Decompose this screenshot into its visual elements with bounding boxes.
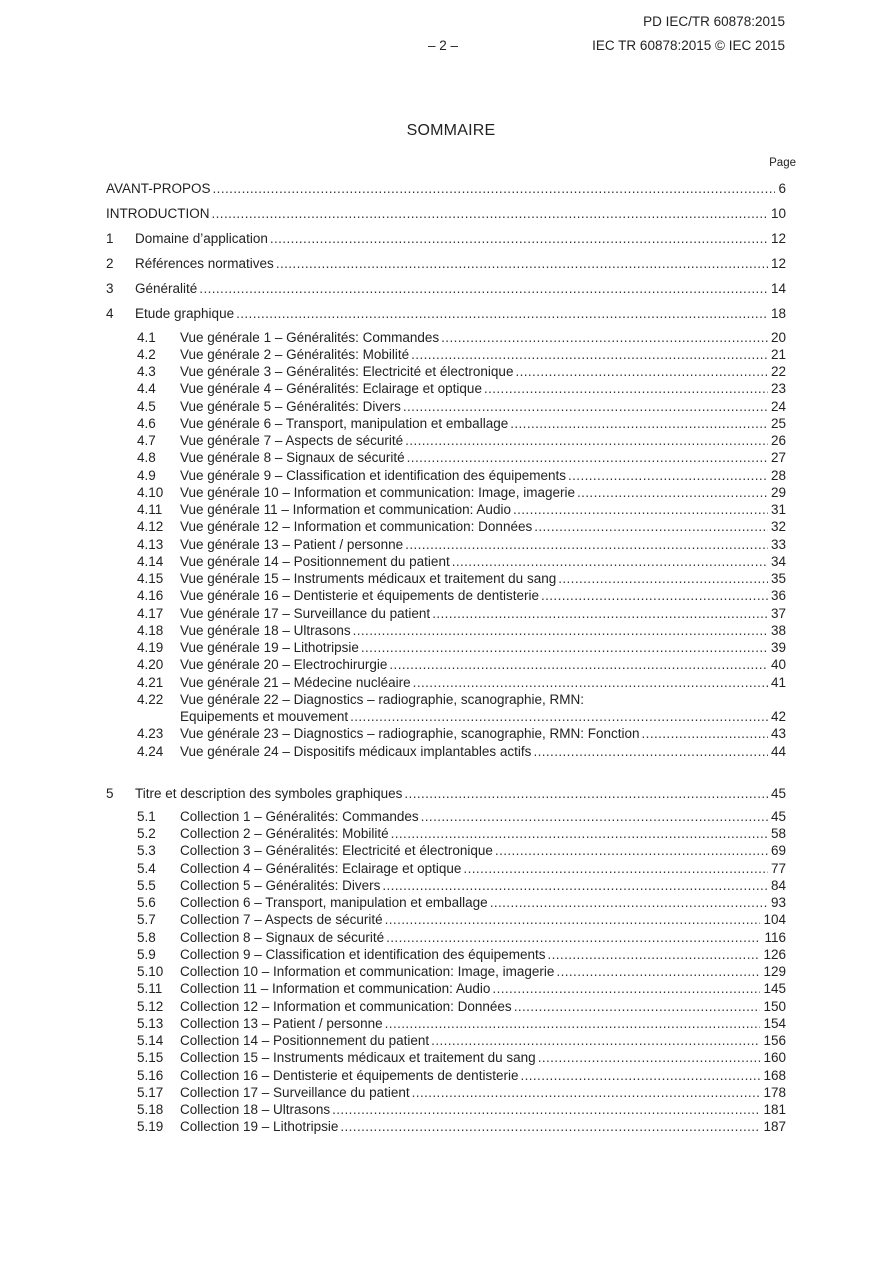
toc-entry-4-10[interactable]: [106, 484, 786, 501]
toc-entry-number: 5.16: [137, 1068, 164, 1083]
toc-entry-title: Collection 8 – Signaux de sécurité: [180, 930, 385, 945]
leader-dots: [411, 346, 768, 363]
toc-entry-title: Etude graphique: [135, 306, 235, 321]
leader-dots: [270, 230, 768, 247]
toc-entry-number: 5.13: [137, 1016, 164, 1031]
toc-entry-4-4[interactable]: [106, 380, 786, 397]
toc-entry-page: 43: [770, 726, 786, 741]
toc-entry-number: 4.11: [137, 502, 163, 517]
page-column-label: Page: [769, 157, 796, 169]
leader-dots: [495, 842, 768, 859]
toc-entry-section-4[interactable]: [106, 305, 786, 322]
toc-entry-5-2[interactable]: [106, 825, 786, 842]
toc-entry-4-14[interactable]: [106, 553, 786, 570]
toc-entry-page: 104: [763, 912, 786, 927]
toc-entry-number: 5.12: [137, 999, 164, 1014]
leader-dots: [276, 255, 768, 272]
toc-entry-number: 5: [106, 786, 114, 801]
toc-entry-4-15[interactable]: [106, 570, 786, 587]
leader-dots: [513, 501, 768, 518]
toc-entry-4-11[interactable]: [106, 501, 786, 518]
toc-entry-5-3[interactable]: [106, 842, 786, 859]
toc-entry-page: 116: [764, 930, 786, 945]
leader-dots: [413, 674, 768, 691]
toc-entry-title: Collection 11 – Information et communication: Audio: [180, 981, 491, 996]
toc-entry-title: Vue générale 16 – Dentisterie et équipements de dentisterie: [180, 588, 539, 603]
toc-entry-page: 154: [763, 1016, 786, 1031]
leader-dots: [236, 305, 768, 322]
toc-entry-number: 4.16: [137, 588, 164, 603]
leader-dots: [520, 1067, 760, 1084]
leader-dots: [405, 536, 768, 553]
toc-entry-title: Vue générale 15 – Instruments médicaux et traitement du sang: [180, 571, 557, 586]
toc-entry-page: 150: [763, 999, 786, 1014]
toc-entry-title: Vue générale 10 – Information et communication: Image, imagerie: [180, 485, 575, 500]
toc-entry-page: 40: [770, 657, 786, 672]
toc-entry-title: Vue générale 1 – Généralités: Commandes: [180, 330, 440, 345]
toc-entry-title: Collection 17 – Surveillance du patient: [180, 1085, 410, 1100]
toc-entry-page: 145: [763, 981, 786, 996]
toc-entry-title: Vue générale 17 – Surveillance du patient: [180, 606, 431, 621]
toc-entry-4-22-continued[interactable]: [106, 708, 786, 725]
toc-entry-avant-propos[interactable]: [106, 180, 786, 197]
toc-entry-page: 32: [770, 519, 786, 534]
toc-entry-page: 23: [770, 381, 786, 396]
toc-entry-5-18[interactable]: [106, 1101, 786, 1118]
toc-entry-title: Vue générale 8 – Signaux de sécurité: [180, 450, 405, 465]
toc-entry-number: 2: [106, 256, 114, 271]
toc-entry-number: 4.4: [137, 381, 156, 396]
leader-dots: [407, 449, 768, 466]
toc-entry-page: 18: [770, 306, 786, 321]
toc-entry-5-4[interactable]: [106, 860, 786, 877]
toc-entry-number: 4.6: [137, 416, 156, 431]
toc-entry-number: 4.8: [137, 450, 156, 465]
toc-entry-page: 22: [770, 364, 786, 379]
leader-dots: [386, 929, 761, 946]
toc-entry-number: 5.3: [137, 843, 156, 858]
toc-entry-title: Vue générale 13 – Patient / personne: [180, 537, 404, 552]
toc-entry-5-1[interactable]: [106, 808, 786, 825]
leader-dots: [568, 467, 768, 484]
toc-entry-page: 26: [770, 433, 786, 448]
toc-entry-4-20[interactable]: [106, 656, 786, 673]
toc-entry-5-7[interactable]: [106, 911, 786, 928]
toc-entry-title: Collection 1 – Généralités: Commandes: [180, 809, 419, 824]
toc-entry-4-6[interactable]: [106, 415, 786, 432]
leader-dots: [533, 743, 768, 760]
leader-dots: [556, 963, 760, 980]
toc-entry-page: 29: [770, 485, 786, 500]
toc-entry-number: 5.7: [137, 912, 156, 927]
toc-entry-title: Vue générale 9 – Classification et identification des équipements: [180, 468, 566, 483]
leader-dots: [484, 380, 768, 397]
toc-entry-title: Vue générale 3 – Généralités: Electricité et électronique: [180, 364, 514, 379]
toc-entry-number: 4.20: [137, 657, 164, 672]
toc-entry-number: 4.17: [137, 606, 164, 621]
toc-entry-number: 5.1: [137, 809, 156, 824]
toc-entry-page: 33: [770, 537, 786, 552]
leader-dots: [403, 398, 768, 415]
toc-entry-number: 5.5: [137, 878, 156, 893]
toc-entry-title: Collection 13 – Patient / personne: [180, 1016, 383, 1031]
toc-entry-page: 93: [770, 895, 786, 910]
leader-dots: [385, 911, 761, 928]
leader-dots: [421, 808, 768, 825]
toc-entry-number: 4.5: [137, 399, 156, 414]
toc-entry-number: 4.22: [137, 692, 164, 707]
toc-entry-number: 5.14: [137, 1033, 164, 1048]
toc-entry-4-7[interactable]: [106, 432, 786, 449]
toc-entry-section-3[interactable]: [106, 280, 786, 297]
toc-entry-number: 5.18: [137, 1102, 164, 1117]
toc-entry-title: Vue générale 6 – Transport, manipulation et emballage: [180, 416, 509, 431]
toc-entry-number: 5.2: [137, 826, 156, 841]
toc-entry-page: 34: [770, 554, 786, 569]
leader-dots: [441, 329, 768, 346]
toc-entry-title: Vue générale 12 – Information et communication: Données: [180, 519, 533, 534]
toc-entry-title: Collection 16 – Dentisterie et équipements de dentisterie: [180, 1068, 519, 1083]
toc-entry-number: 5.15: [137, 1050, 164, 1065]
toc-entry-number: 5.10: [137, 964, 164, 979]
toc-entry-5-6[interactable]: [106, 894, 786, 911]
leader-dots: [213, 180, 776, 197]
toc-entry-title: Vue générale 24 – Dispositifs médicaux implantables actifs: [180, 744, 532, 759]
toc-entry-page: 42: [770, 709, 786, 724]
toc-entry-page: 38: [770, 623, 786, 638]
toc-entry-page: 12: [770, 256, 786, 271]
toc-entry-4-8[interactable]: [106, 449, 786, 466]
toc-entry-page: 6: [778, 181, 786, 196]
toc-entry-5-9[interactable]: [106, 946, 786, 963]
leader-dots: [514, 998, 761, 1015]
toc-entry-section-1[interactable]: [106, 230, 786, 247]
leader-dots: [558, 570, 768, 587]
toc-entry-number: 5.19: [137, 1119, 164, 1134]
toc-entry-page: 187: [763, 1119, 786, 1134]
toc-entry-title: INTRODUCTION: [106, 206, 210, 221]
toc-entry-number: 4.23: [137, 726, 164, 741]
toc-entry-page: 31: [770, 502, 786, 517]
leader-dots: [577, 484, 768, 501]
leader-dots: [547, 946, 760, 963]
leader-dots: [431, 1032, 760, 1049]
header-doc-number: PD IEC/TR 60878:2015: [643, 14, 785, 29]
toc-entry-section-5[interactable]: [106, 785, 786, 802]
toc-entry-number: 5.4: [137, 861, 156, 876]
toc-entry-title: Collection 5 – Généralités: Divers: [180, 878, 381, 893]
toc-entry-title: Collection 9 – Classification et identification des équipements: [180, 947, 546, 962]
toc-entry-title: Vue générale 21 – Médecine nucléaire: [180, 675, 411, 690]
toc-entry-introduction[interactable]: [106, 205, 786, 222]
toc-entry-title: Collection 6 – Transport, manipulation et emballage: [180, 895, 488, 910]
toc-entry-4-19[interactable]: [106, 639, 786, 656]
toc-entry-page: 45: [770, 786, 786, 801]
toc-entry-number: 4.2: [137, 347, 156, 362]
leader-dots: [391, 825, 768, 842]
toc-entry-page: 156: [763, 1033, 786, 1048]
page-title: SOMMAIRE: [406, 122, 496, 139]
toc-entry-number: 4.1: [137, 330, 156, 345]
toc-entry-title: Collection 19 – Lithotripsie: [180, 1119, 339, 1134]
toc-entry-4-2[interactable]: [106, 346, 786, 363]
toc-entry-4-23[interactable]: [106, 725, 786, 742]
toc-entry-page: 24: [770, 399, 786, 414]
leader-dots: [432, 605, 768, 622]
toc-entry-number: 4.10: [137, 485, 164, 500]
toc-entry-number: 5.6: [137, 895, 156, 910]
toc-entry-number: 5.17: [137, 1085, 164, 1100]
toc-entry-title: Vue générale 4 – Généralités: Eclairage et optique: [180, 381, 482, 396]
toc-entry-title: Collection 2 – Généralités: Mobilité: [180, 826, 389, 841]
leader-dots: [389, 656, 768, 673]
leader-dots: [515, 363, 768, 380]
toc-entry-title: Vue générale 7 – Aspects de sécurité: [180, 433, 404, 448]
toc-entry-title: Collection 15 – Instruments médicaux et traitement du sang: [180, 1050, 536, 1065]
toc-entry-page: 77: [770, 861, 786, 876]
leader-dots: [541, 587, 768, 604]
toc-entry-number: 5.9: [137, 947, 156, 962]
toc-entry-title: Collection 7 – Aspects de sécurité: [180, 912, 383, 927]
toc-entry-page: 58: [770, 826, 786, 841]
toc-entry-page: 181: [763, 1102, 786, 1117]
toc-entry-page: 160: [763, 1050, 786, 1065]
toc-entry-number: 4.19: [137, 640, 164, 655]
toc-entry-title: Généralité: [135, 281, 198, 296]
toc-entry-title: Vue générale 19 – Lithotripsie: [180, 640, 359, 655]
toc-entry-title: Vue générale 18 – Ultrasons: [180, 623, 351, 638]
toc-entry-title: AVANT-PROPOS: [106, 181, 211, 196]
toc-entry-5-12[interactable]: [106, 998, 786, 1015]
toc-entry-page: 10: [770, 206, 786, 221]
toc-entry-page: 84: [770, 878, 786, 893]
leader-dots: [212, 205, 768, 222]
toc-entry-title-continued: Equipements et mouvement: [180, 709, 349, 724]
leader-dots: [492, 980, 760, 997]
toc-entry-4-16[interactable]: [106, 587, 786, 604]
toc-entry-5-11[interactable]: [106, 980, 786, 997]
toc-entry-page: 21: [770, 347, 786, 362]
toc-entry-section-2[interactable]: [106, 255, 786, 272]
header-page-number: – 2 –: [428, 38, 459, 53]
leader-dots: [382, 877, 768, 894]
toc-entry-4-24[interactable]: [106, 743, 786, 760]
toc-entry-number: 1: [106, 231, 114, 246]
leader-dots: [361, 639, 768, 656]
toc-entry-4-18[interactable]: [106, 622, 786, 639]
toc-entry-5-16[interactable]: [106, 1067, 786, 1084]
toc-entry-page: 20: [770, 330, 786, 345]
toc-entry-number: 4.15: [137, 571, 164, 586]
toc-entry-5-19[interactable]: [106, 1118, 786, 1135]
leader-dots: [534, 518, 768, 535]
toc-entry-page: 12: [770, 231, 786, 246]
leader-dots: [404, 785, 768, 802]
toc-entry-5-17[interactable]: [106, 1084, 786, 1101]
leader-dots: [199, 280, 768, 297]
toc-entry-page: 178: [763, 1085, 786, 1100]
toc-entry-page: 36: [770, 588, 786, 603]
toc-entry-number: 5.11: [137, 981, 163, 996]
toc-entry-title: Références normatives: [135, 256, 274, 271]
toc-entry-number: 4.3: [137, 364, 156, 379]
toc-entry-5-14[interactable]: [106, 1032, 786, 1049]
leader-dots: [350, 708, 768, 725]
toc-entry-page: 69: [770, 843, 786, 858]
toc-entry-number: 4.21: [137, 675, 164, 690]
toc-entry-4-1[interactable]: [106, 329, 786, 346]
toc-entry-page: 35: [770, 571, 786, 586]
leader-dots: [332, 1101, 760, 1118]
toc-entry-5-5[interactable]: [106, 877, 786, 894]
leader-dots: [490, 894, 768, 911]
toc-entry-title: Collection 4 – Généralités: Eclairage et optique: [180, 861, 462, 876]
toc-entry-title: Vue générale 20 – Electrochirurgie: [180, 657, 388, 672]
toc-entry-number: 3: [106, 281, 114, 296]
toc-entry-page: 39: [770, 640, 786, 655]
toc-entry-number: 5.8: [137, 930, 156, 945]
toc-entry-page: 27: [770, 450, 786, 465]
toc-entry-title: Vue générale 11 – Information et communication: Audio: [180, 502, 511, 517]
leader-dots: [452, 553, 768, 570]
leader-dots: [385, 1015, 761, 1032]
toc-entry-page: 44: [770, 744, 786, 759]
toc-entry-page: 14: [770, 281, 786, 296]
toc-entry-number: 4.24: [137, 744, 164, 759]
toc-entry-4-5[interactable]: [106, 398, 786, 415]
leader-dots: [412, 1084, 761, 1101]
toc-entry-4-12[interactable]: [106, 518, 786, 535]
toc-entry-title: Collection 14 – Positionnement du patient: [180, 1033, 430, 1048]
leader-dots: [510, 415, 768, 432]
toc-entry-page: 28: [770, 468, 786, 483]
toc-entry-4-17[interactable]: [106, 605, 786, 622]
toc-entry-4-13[interactable]: [106, 536, 786, 553]
toc-entry-page: 45: [770, 809, 786, 824]
toc-entry-4-21[interactable]: [106, 674, 786, 691]
toc-entry-title: Vue générale 5 – Généralités: Divers: [180, 399, 401, 414]
toc-entry-5-10[interactable]: [106, 963, 786, 980]
toc-entry-4-9[interactable]: [106, 467, 786, 484]
header-copyright: IEC TR 60878:2015 © IEC 2015: [592, 38, 785, 53]
toc-entry-title: Collection 3 – Généralités: Electricité et électronique: [180, 843, 493, 858]
toc-entry-5-15[interactable]: [106, 1049, 786, 1066]
toc-entry-number: 4.7: [137, 433, 156, 448]
toc-entry-title: Vue générale 23 – Diagnostics – radiographie, scanographie, RMN: Fonction: [180, 726, 640, 741]
toc-entry-5-8[interactable]: [106, 929, 786, 946]
toc-entry-4-3[interactable]: [106, 363, 786, 380]
toc-entry-number: 4: [106, 306, 114, 321]
toc-entry-number: 4.18: [137, 623, 164, 638]
toc-entry-number: 4.12: [137, 519, 164, 534]
leader-dots: [538, 1049, 761, 1066]
leader-dots: [463, 860, 768, 877]
toc-entry-title: Collection 12 – Information et communication: Données: [180, 999, 512, 1014]
toc-entry-5-13[interactable]: [106, 1015, 786, 1032]
leader-dots: [405, 432, 768, 449]
toc-entry-title: Vue générale 14 – Positionnement du patient: [180, 554, 450, 569]
toc-entry-page: 25: [770, 416, 786, 431]
toc-entry-page: 129: [763, 964, 786, 979]
toc-entry-page: 37: [770, 606, 786, 621]
toc-entry-number: 4.13: [137, 537, 164, 552]
toc-entry-title: Collection 18 – Ultrasons: [180, 1102, 331, 1117]
toc-entry-number: 4.9: [137, 468, 156, 483]
toc-entry-title: Domaine d’application: [135, 231, 268, 246]
toc-entry-title: Vue générale 2 – Généralités: Mobilité: [180, 347, 410, 362]
leader-dots: [642, 725, 768, 742]
toc-entry-page: 41: [770, 675, 786, 690]
toc-entry-page: 126: [763, 947, 786, 962]
toc-entry-title: Vue générale 22 – Diagnostics – radiographie, scanographie, RMN:: [180, 692, 584, 707]
toc-entry-title: Collection 10 – Information et communication: Image, imagerie: [180, 964, 555, 979]
leader-dots: [340, 1118, 760, 1135]
toc-entry-number: 4.14: [137, 554, 164, 569]
toc-entry-page: 168: [763, 1068, 786, 1083]
toc-entry-4-22[interactable]: [106, 691, 786, 708]
toc-entry-title: Titre et description des symboles graphiques: [135, 786, 403, 801]
leader-dots: [353, 622, 768, 639]
